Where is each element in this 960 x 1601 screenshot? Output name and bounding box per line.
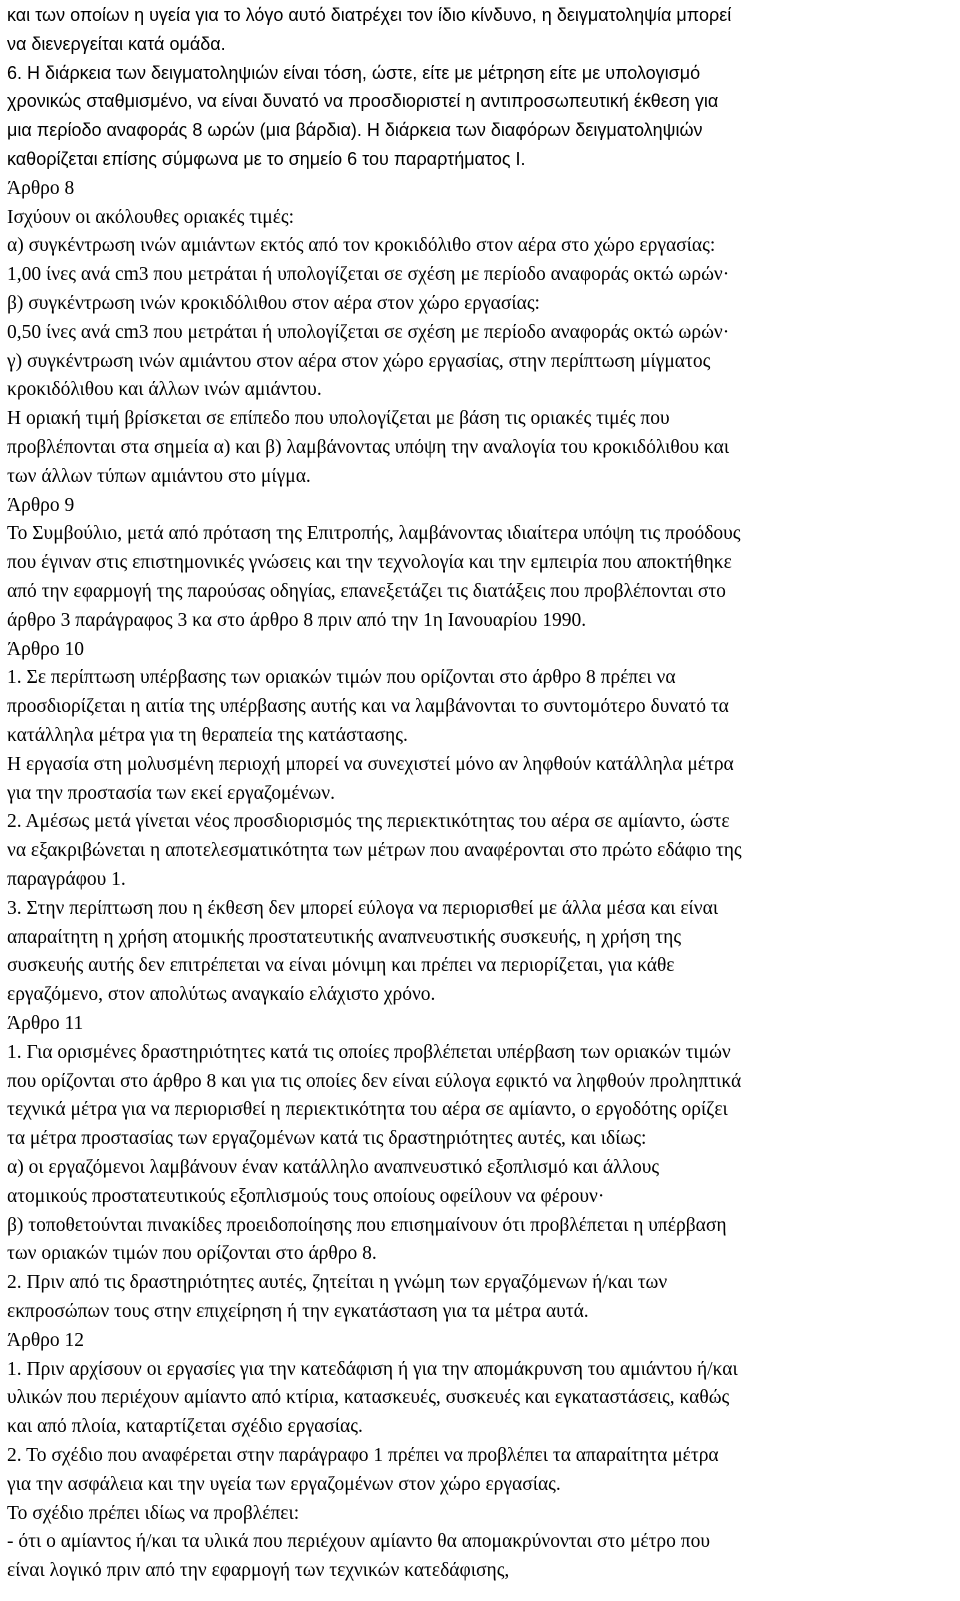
text-line: 1. Σε περίπτωση υπέρβασης των οριακών τιμών που ορίζονται στο άρθρο 8 πρέπει να (7, 667, 676, 689)
text-line: 3. Στην περίπτωση που η έκθεση δεν μπορεί εύλογα να περιορισθεί με άλλα μέσα και είναι (7, 897, 719, 919)
text-line: να διενεργείται κατά ομάδα. (7, 33, 226, 54)
text-line: γ) συγκέντρωση ινών αμιάντου στον αέρα στον χώρο εργασίας, στην περίπτωση μίγματος (7, 350, 711, 372)
text-line: 2. Το σχέδιο που αναφέρεται στην παράγραφο 1 πρέπει να προβλέπει τα απαραίτητα μέτρα (7, 1445, 719, 1466)
text-line: χρονικώς σταθμισμένο, να είναι δυνατό να προσδιοριστεί η αντιπροσωπευτική έκθεση για (7, 91, 719, 112)
text-line: Το Συμβούλιο, μετά από πρόταση της Επιτροπής, λαμβάνοντας ιδιαίτερα υπόψη τις προόδους (7, 523, 741, 545)
text-line: για την προστασία των εκεί εργαζομένων. (7, 782, 335, 804)
text-line: που ορίζονται στο άρθρο 8 και για τις οποίες δεν είναι εύλογα εφικτό να ληφθούν προληπτικά (7, 1070, 742, 1092)
text-line: Άρθρο 11 (7, 1013, 84, 1034)
text-line: - ότι ο αμίαντος ή/και τα υλικά που περιέχουν αμίαντο θα απομακρύνονται στο μέτρο που (7, 1531, 711, 1553)
text-line: εκπροσώπων τους στην επιχείρηση ή την εγκατάσταση για τα μέτρα αυτά. (7, 1301, 589, 1322)
text-line: 0,50 ίνες ανά cm3 που μετράται ή υπολογίζεται σε σχέση με περίοδο αναφοράς οκτώ ωρών· (7, 321, 730, 343)
text-line: για την ασφάλεια και την υγεία των εργαζομένων στον χώρο εργασίας. (7, 1473, 561, 1495)
text-line: Η οριακή τιμή βρίσκεται σε επίπεδο που υπολογίζεται με βάση τις οριακές τιμές που (7, 408, 670, 430)
text-line: ατομικούς προστατευτικούς εξοπλισμούς τους οποίους οφείλουν να φέρουν· (7, 1185, 605, 1207)
text-line: να εξακριβώνεται η αποτελεσματικότητα των μέτρων που αναφέρονται στο πρώτο εδάφιο της (7, 840, 742, 862)
text-line: β) συγκέντρωση ινών κροκιδόλιθου στον αέρα στον χώρο εργασίας: (7, 293, 540, 314)
text-line: προβλέπονται στα σημεία α) και β) λαμβάνοντας υπόψη την αναλογία του κροκιδόλιθου και (7, 437, 730, 458)
text-line: και των οποίων η υγεία για το λόγο αυτό διατρέχει τον ίδιο κίνδυνο, η δειγματοληψία μπορεί (7, 5, 732, 25)
text-line: Το σχέδιο πρέπει ιδίως να προβλέπει: (7, 1502, 300, 1524)
text-line: άρθρο 3 παράγραφος 3 κα στο άρθρο 8 πριν από την 1η Ιανουαρίου 1990. (7, 609, 587, 631)
text-line: απαραίτητη η χρήση ατομικής προστατευτικής αναπνευστικής συσκευής, η χρήση της (7, 926, 682, 948)
text-line: α) συγκέντρωση ινών αμιάντων εκτός από τον κροκιδόλιθο στον αέρα στο χώρο εργασίας: (7, 235, 716, 257)
text-line: 1. Για ορισμένες δραστηριότητες κατά τις οποίες προβλέπεται υπέρβαση των οριακών τιμών (7, 1041, 731, 1063)
text-line: εργαζόμενο, στον απολύτως αναγκαίο ελάχιστο χρόνο. (7, 984, 436, 1006)
text-line: κατάλληλα μέτρα για τη θεραπεία της κατάστασης. (7, 725, 408, 746)
text-line: Άρθρο 12 (7, 1329, 85, 1351)
text-line: Άρθρο 10 (7, 638, 85, 660)
text-line: καθορίζεται επίσης σύμφωνα με το σημείο 6 του παραρτήματος Ι. (7, 149, 526, 169)
text-line: των οριακών τιμών που ορίζονται στο άρθρο 8. (7, 1243, 377, 1265)
text-line: 6. Η διάρκεια των δειγματοληψιών είναι τόση, ώστε, είτε με μέτρηση είτε με υπολογισμό (7, 62, 701, 83)
text-line: και από πλοία, καταρτίζεται σχέδιο εργασίας. (7, 1416, 363, 1438)
text-line: κροκιδόλιθου και άλλων ινών αμιάντου. (7, 379, 322, 401)
text-line: των άλλων τύπων αμιάντου στο μίγμα. (7, 465, 311, 487)
text-line: που έγιναν στις επιστημονικές γνώσεις και την τεχνολογία και την εμπειρία που αποκτήθηκε (7, 552, 732, 574)
text-line: 2. Αμέσως μετά γίνεται νέος προσδιορισμός της περιεκτικότητας του αέρα σε αμίαντο, ώστε (7, 811, 730, 833)
text-line: από την εφαρμογή της παρούσας οδηγίας, επανεξετάζει τις διατάξεις που προβλέπονται στο (7, 581, 726, 602)
text-line: β) τοποθετούνται πινακίδες προειδοποίησης που επισημαίνουν ότι προβλέπεται η υπέρβαση (7, 1214, 727, 1236)
text-line: συσκευής αυτής δεν επιτρέπεται να είναι μόνιμη και πρέπει να περιορίζεται, για κάθε (7, 955, 675, 977)
text-line: μια περίοδο αναφοράς 8 ωρών (μια βάρδια). Η διάρκεια των διαφόρων δειγματοληψιών (7, 120, 703, 141)
text-line: είναι λογικό πριν από την εφαρμογή των τεχνικών κατεδάφισης, (7, 1560, 510, 1582)
text-line: 2. Πριν από τις δραστηριότητες αυτές, ζητείται η γνώμη των εργαζόμενων ή/και των (7, 1272, 668, 1294)
text-line: παραγράφου 1. (7, 869, 126, 890)
text-line: Ισχύουν οι ακόλουθες οριακές τιμές: (7, 206, 295, 228)
text-line: α) οι εργαζόμενοι λαμβάνουν έναν κατάλληλο αναπνευστικό εξοπλισμό και άλλους (7, 1157, 660, 1178)
text-line: 1. Πριν αρχίσουν οι εργασίες για την κατεδάφιση ή για την απομάκρυνση του αμιάντου ή/και (7, 1358, 738, 1380)
text-line: 1,00 ίνες ανά cm3 που μετράται ή υπολογίζεται σε σχέση με περίοδο αναφοράς οκτώ ωρών· (7, 264, 730, 286)
text-line: τεχνικά μέτρα για να περιορισθεί η περιεκτικότητα του αέρα σε αμίαντο, ο εργοδότης ορίζει (7, 1099, 728, 1121)
text-line: υλικών που περιέχουν αμίαντο από κτίρια, κατασκευές, συσκευές και εγκαταστάσεις, καθώς (7, 1387, 730, 1409)
text-line: Άρθρο 9 (7, 494, 75, 516)
text-line: Άρθρο 8 (7, 177, 75, 199)
text-line: Η εργασία στη μολυσμένη περιοχή μπορεί να συνεχιστεί μόνο αν ληφθούν κατάλληλα μέτρα (7, 753, 734, 775)
text-line: τα μέτρα προστασίας των εργαζομένων κατά τις δραστηριότητες αυτές, και ιδίως: (7, 1128, 647, 1150)
text-line: προσδιορίζεται η αιτία της υπέρβασης αυτής και να λαμβάνονται το συντομότερο δυνατό τα (7, 696, 729, 718)
